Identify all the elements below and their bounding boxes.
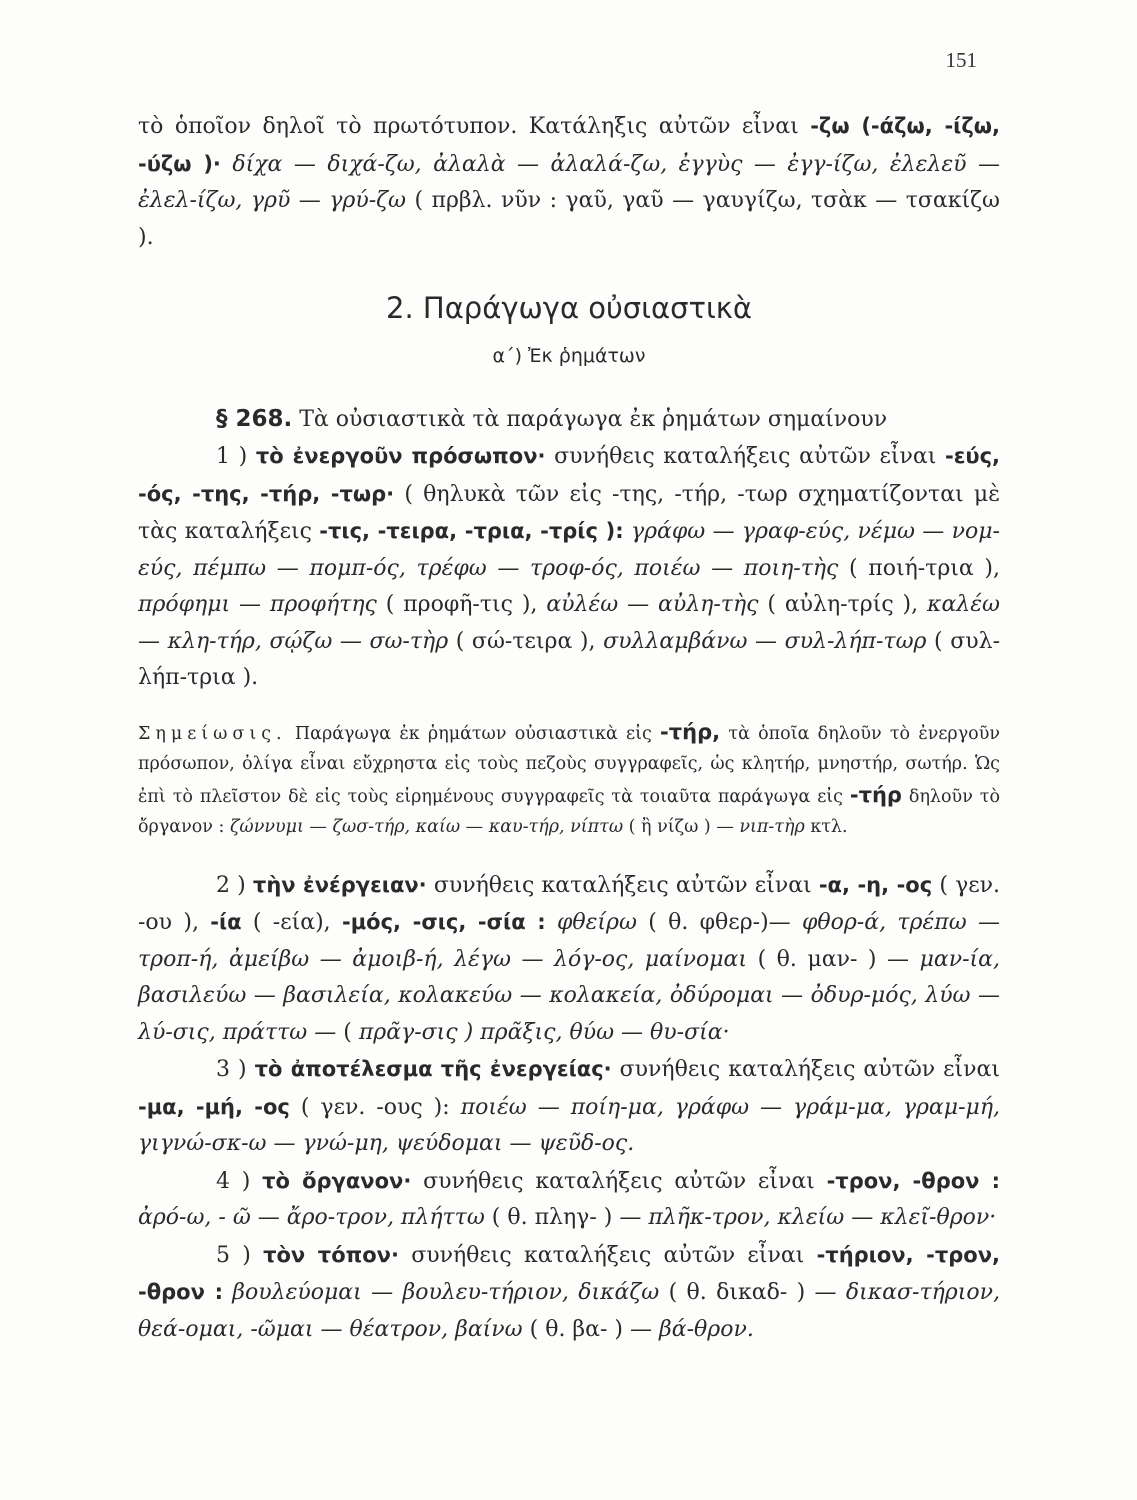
text: τὸ ὁποῖον δηλοῖ τὸ πρωτότυπον. Κατάληξις αὐτῶν εἶναι	[138, 114, 811, 139]
item-number: 4 )	[216, 1168, 263, 1194]
section-number: § 268.	[216, 405, 293, 432]
bold-suffixes: -μα, -μή, -ος	[138, 1094, 290, 1119]
text: (	[336, 1019, 359, 1045]
bold-suffixes: -ζω (-άζω, -ίζω, -ύζω )·	[138, 114, 1000, 176]
bold-term: τὸν τόπον·	[263, 1242, 399, 1267]
text: ( θ. πληγ- )	[484, 1205, 620, 1230]
italic-examples: πρόφημι — προφήτης	[138, 592, 377, 617]
italic-examples: καλέω — κλη-τήρ, σῴζω — σω-τὴρ	[138, 592, 1000, 654]
italic-examples: ἀρό-ω, - ῶ — ἄρο-τρον, πλήττω	[138, 1205, 485, 1230]
text: ( ποιή-τρια ),	[838, 555, 1001, 581]
text: ( θ. βα- )	[522, 1316, 631, 1342]
item-number: 3 )	[216, 1057, 255, 1082]
text: τὰ ὁποῖα δηλοῦν τὸ ἐνεργοῦν πρόσωπον, ὀλίγα εἶναι εὔχρηστα εἰς τοὺς πεζοὺς συγγραφεῖς, ὡς κλητήρ, μνηστήρ, σωτήρ. Ὡς ἐπὶ τὸ πλεῖστον δὲ εἰς τοὺς εἰρημένους συγγραφεῖς τὰ τοιαῦτα παράγωγα εἰς	[138, 723, 1000, 807]
bold-suffixes: -τις, -τειρα, -τρια, -τρίς ):	[319, 519, 624, 543]
bold-term: τὸ ὄργανον·	[262, 1168, 412, 1193]
text: ( θ. δικαδ- )	[659, 1280, 815, 1305]
text: ( θ. μαν- ) —	[747, 946, 920, 972]
text: Τὰ οὐσιαστικὰ τὰ παράγωγα ἐκ ῥημάτων σημαίνουν	[292, 406, 888, 432]
item-number: 1 )	[216, 444, 256, 469]
bold-suffixes: -εύς, -ός, -της, -τήρ, -τωρ·	[138, 444, 1000, 506]
italic-examples: — βά-θρον.	[630, 1316, 754, 1342]
text: ( συλ-λήπ-τρια ).	[138, 628, 1001, 690]
text: ( θ. φθερ-)—	[636, 910, 802, 935]
text: κτλ.	[804, 817, 848, 837]
bold-term: τὴν ἐνέργειαν·	[252, 872, 427, 897]
text: ( ἢ νίζω )	[623, 817, 717, 837]
italic-examples: βουλεύομαι — βουλευ-τήριον, δικάζω	[222, 1280, 660, 1305]
bold-suffixes: -μός, -σις, -σία :	[341, 910, 546, 934]
bold-suffixes: -τήρ	[849, 782, 902, 807]
item-2	[138, 867, 1000, 1052]
text: Παράγωγα ἐκ ῥημάτων οὐσιαστικὰ εἰς	[286, 723, 661, 744]
section-heading: 2. Παράγωγα οὐσιαστικὰ	[386, 291, 752, 325]
italic-examples: συλλαμβάνω — συλ-λήπ-τωρ	[603, 628, 927, 654]
page-number: 151	[945, 48, 977, 72]
text: ( -εία),	[241, 910, 342, 935]
text: ( γεν. -ου ),	[138, 872, 1000, 935]
text: ( προφῆ-τις ),	[376, 592, 547, 617]
bold-suffixes: -α, -η, -ος	[818, 872, 933, 897]
text: συνήθεις καταλήξεις αὐτῶν εἶναι	[398, 1242, 817, 1268]
italic-examples: αὐλέω — αὐλη-τὴς	[546, 592, 759, 617]
italic-examples: δίχα — διχά-ζω, ἀλαλὰ — ἀλαλά-ζω, ἐγγὺς — ἐγγ-ίζω, ἐλελεῦ — ἐλελ-ίζω, γρῦ — γρύ-ζω	[138, 151, 1000, 213]
text: ( θηλυκὰ τῶν εἰς -της, -τήρ, -τωρ σχηματίζονται μὲ τὰς καταλήξεις	[138, 481, 1000, 544]
text: ( πρβλ. νῦν : γαῦ, γαῦ — γαυγίζω, τσὰκ — τσακίζω ).	[138, 188, 1000, 250]
text: συνήθεις καταλήξεις αὐτῶν εἶναι	[411, 1168, 827, 1194]
text: ( σώ-τειρα ),	[448, 628, 604, 654]
item-5	[138, 1237, 1000, 1349]
text: ( αὐλη-τρίς ),	[758, 592, 928, 617]
italic-examples: — νιπ-τὴρ	[716, 817, 805, 837]
item-1	[138, 438, 1000, 697]
bold-suffixes: -τήριον, -τρον, -θρον :	[138, 1242, 1000, 1304]
section-268-intro	[138, 401, 1000, 439]
bold-term: τὸ ἀποτέλεσμα τῆς ἐνεργείας·	[254, 1057, 612, 1081]
text: δηλοῦν τὸ ὄργανον :	[138, 786, 1000, 837]
text: ( γεν. -ους ):	[289, 1094, 461, 1120]
item-3	[138, 1051, 1000, 1163]
item-number: 2 )	[216, 872, 253, 898]
bold-suffixes: -τήρ,	[660, 719, 721, 744]
note-paragraph	[138, 717, 1000, 843]
bold-suffixes: -ία	[210, 910, 242, 934]
body-text	[138, 108, 1000, 1348]
italic-examples: ποιέω — ποίη-μα, γράφω — γράμ-μα, γραμ-μή, γιγνώ-σκ-ω — γνώ-μη, ψεύδομαι — ψεῦδ-ος.	[138, 1094, 1000, 1156]
italic-examples: ζώννυμι — ζωσ-τήρ, καίω — καυ-τήρ, νίπτω	[229, 817, 624, 837]
bold-term: τὸ ἐνεργοῦν πρόσωπον·	[255, 444, 546, 468]
italic-examples: φθείρω	[545, 910, 637, 935]
text: συνήθεις καταλήξεις αὐτῶν εἶναι	[545, 444, 945, 469]
item-number: 5 )	[216, 1242, 264, 1268]
bold-suffixes: -τρον, -θρον :	[826, 1168, 1000, 1193]
note-label: Σημείωσις.	[138, 723, 287, 744]
italic-examples: — πλῆκ-τρον, κλείω — κλεῖ-θρον·	[619, 1205, 997, 1230]
text: συνήθεις καταλήξεις αὐτῶν εἶναι	[426, 872, 819, 898]
italic-examples: γράφω — γραφ-εύς, νέμω — νομ-εύς, πέμπω — πομπ-ός, τρέφω — τροφ-ός, ποιέω — ποιη-τὴς	[138, 519, 1000, 581]
section-subheading: α΄) Ἐκ ῥημάτων	[492, 345, 646, 367]
item-4	[138, 1163, 1000, 1237]
italic-examples: — δικασ-τήριον, θεά-ομαι, -ῶμαι — θέατρον, βαίνω	[138, 1280, 1000, 1342]
intro-paragraph	[138, 108, 1000, 256]
italic-examples: μαν-ία, βασιλεύω — βασιλεία, κολακεύω — κολακεία, ὀδύρομαι — ὀδυρ-μός, λύω — λύ-σις, πράττω —	[138, 946, 1001, 1045]
italic-examples: φθορ-ά, τρέπω — τροπ-ή, ἀμείβω — ἀμοιβ-ή, λέγω — λόγ-ος, μαίνομαι	[138, 910, 1001, 972]
text: συνήθεις καταλήξεις αὐτῶν εἶναι	[611, 1057, 1001, 1082]
italic-examples: πρᾶγ-σις ) πρᾶξις, θύω — θυ-σία·	[358, 1019, 730, 1045]
